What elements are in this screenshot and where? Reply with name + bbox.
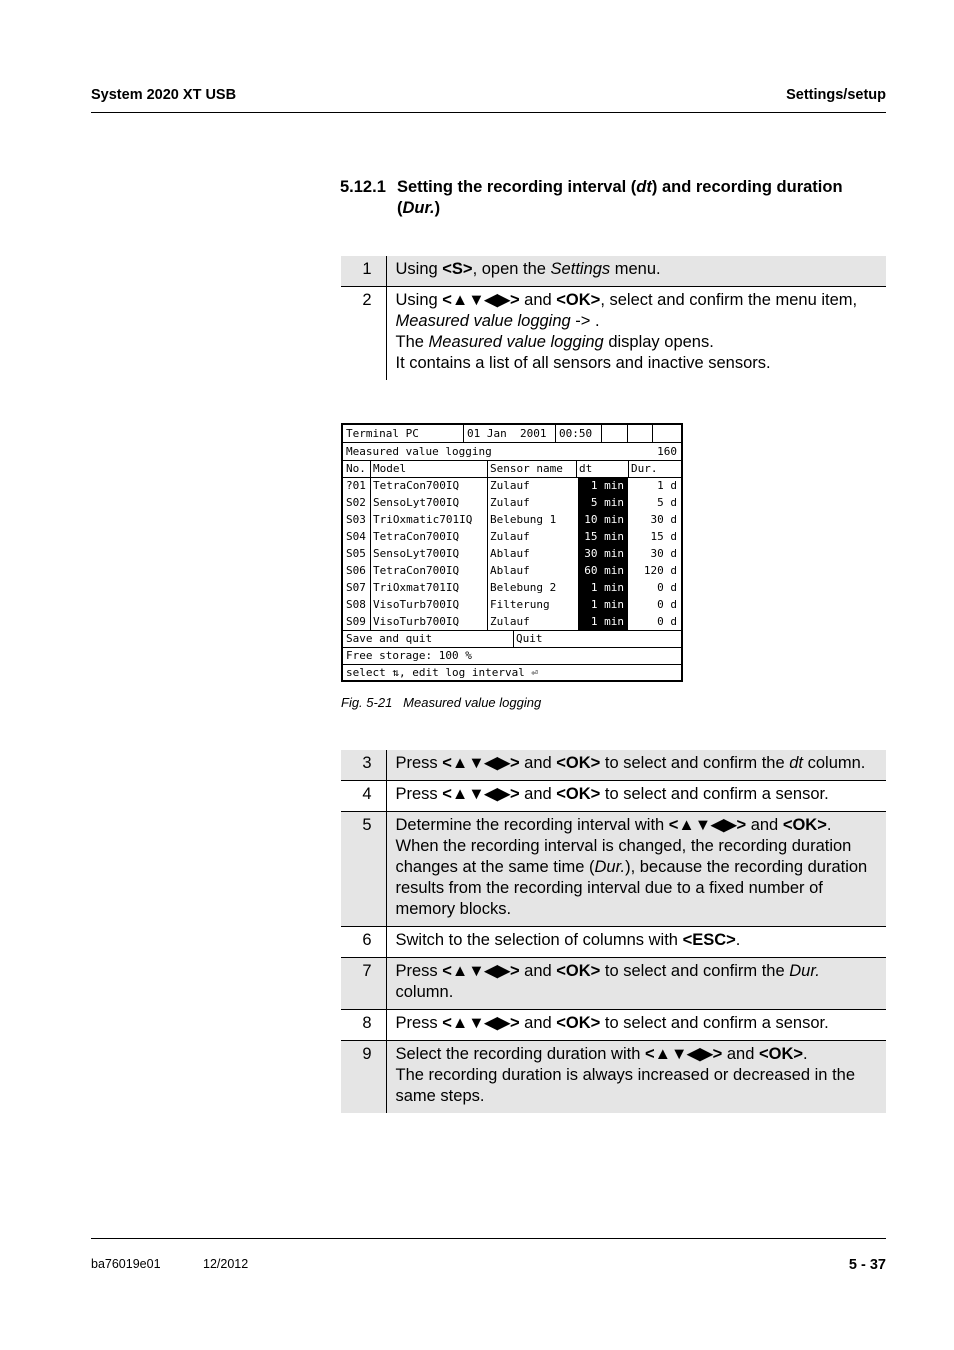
sensor-row[interactable]	[343, 494, 681, 511]
lcd-title-row	[343, 425, 681, 442]
sensor-dt[interactable]: 1 min	[578, 477, 628, 494]
lcd-title: Terminal PC	[346, 427, 419, 440]
sensor-model: TriOxmatic701IQ	[373, 513, 473, 526]
quit-button[interactable]: Quit	[516, 632, 543, 645]
sensor-no: S02	[346, 496, 366, 509]
step-number: 7	[341, 958, 386, 1010]
sensor-row[interactable]	[343, 477, 681, 494]
sensor-name: Filterung	[490, 598, 550, 611]
step-row	[341, 256, 886, 287]
sensor-dt[interactable]: 30 min	[578, 545, 628, 562]
sensor-model: TriOxmat701IQ	[373, 581, 460, 594]
col-model: Model	[373, 462, 407, 475]
sensor-name: Zulauf	[490, 496, 530, 509]
sensor-row[interactable]	[343, 596, 681, 613]
sensor-no: S08	[346, 598, 366, 611]
step-number: 1	[341, 256, 386, 287]
step-number: 5	[341, 812, 386, 927]
lcd-hint: select ⇅, edit log interval ⏎	[346, 666, 539, 679]
save-and-quit-button[interactable]: Save and quit	[346, 632, 433, 645]
sensor-name: Belebung 2	[490, 581, 557, 594]
step-row	[341, 927, 886, 958]
sensor-row[interactable]	[343, 579, 681, 596]
step-number: 6	[341, 927, 386, 958]
sensor-model: VisoTurb700IQ	[373, 598, 460, 611]
step-row	[341, 1010, 886, 1041]
lcd-screen	[341, 423, 683, 682]
step-row	[341, 1041, 886, 1114]
sensor-no: S06	[346, 564, 366, 577]
step-text: Press <▲▼◀▶> and <OK> to select and confirm the Dur. column.	[386, 958, 886, 1010]
header-section: Settings/setup	[786, 87, 886, 103]
lcd-hint-row	[343, 664, 681, 681]
sensor-dur[interactable]: 30 d	[650, 547, 677, 560]
lcd-subtitle-value: 160	[657, 445, 677, 458]
sensor-model: SensoLyt700IQ	[373, 496, 460, 509]
sensor-dur[interactable]: 0 d	[657, 581, 677, 594]
sensor-dur[interactable]: 0 d	[657, 598, 677, 611]
lock-icon	[605, 425, 625, 442]
step-number: 9	[341, 1041, 386, 1114]
step-text: Press <▲▼◀▶> and <OK> to select and confirm a sensor.	[386, 781, 886, 812]
sensor-no: S04	[346, 530, 366, 543]
lcd-subtitle: Measured value logging	[346, 445, 492, 458]
sensor-name: Zulauf	[490, 615, 530, 628]
col-no: No.	[346, 462, 366, 475]
sensor-name: Ablauf	[490, 547, 530, 560]
step-text: Press <▲▼◀▶> and <OK> to select and confirm the dt column.	[386, 750, 886, 781]
lcd-storage-row	[343, 647, 681, 664]
footer-doc-id: ba76019e01	[91, 1257, 161, 1271]
sensor-dur[interactable]: 0 d	[657, 615, 677, 628]
sensor-model: TetraCon700IQ	[373, 564, 460, 577]
sensor-model: TetraCon700IQ	[373, 479, 460, 492]
lcd-subtitle-row	[343, 443, 681, 460]
step-text: Select the recording duration with <▲▼◀▶> and <OK>. The recording duration is always increased or decreased in the same steps.	[386, 1041, 886, 1114]
step-text: Switch to the selection of columns with <ESC>.	[386, 927, 886, 958]
sensor-row[interactable]	[343, 511, 681, 528]
sensor-no: S05	[346, 547, 366, 560]
sensor-model: SensoLyt700IQ	[373, 547, 460, 560]
header-title: System 2020 XT USB	[91, 87, 237, 103]
sensor-dt[interactable]: 1 min	[578, 613, 628, 630]
sensor-row[interactable]	[343, 545, 681, 562]
sensor-name: Ablauf	[490, 564, 530, 577]
sensor-model: VisoTurb700IQ	[373, 615, 460, 628]
sensor-dt[interactable]: 10 min	[578, 511, 628, 528]
sensor-model: TetraCon700IQ	[373, 530, 460, 543]
col-sensor-name: Sensor name	[490, 462, 563, 475]
sensor-dur[interactable]: 30 d	[650, 513, 677, 526]
sensor-no: S07	[346, 581, 366, 594]
lcd-storage: Free storage: 100 %	[346, 649, 472, 662]
step-text: Determine the recording interval with <▲▼◀▶> and <OK>. When the recording interval is changed, the recording duration changes at the same time (Dur.), because the recording duration results from the recording interval due to a fixed number of memory blocks.	[386, 812, 886, 927]
sensor-dt[interactable]: 15 min	[578, 528, 628, 545]
step-text: Using <▲▼◀▶> and <OK>, select and confirm the menu item, Measured value logging -> . The Measured value logging display opens. It contains a list of all sensors and inactive sensors.	[386, 287, 886, 381]
step-row	[341, 781, 886, 812]
warning-icon	[631, 425, 653, 442]
lcd-time: 00:50	[559, 427, 593, 440]
col-dur: Dur.	[631, 462, 658, 475]
col-dt: dt	[579, 462, 593, 475]
step-row	[341, 750, 886, 781]
sensor-name: Belebung 1	[490, 513, 557, 526]
sensor-row[interactable]	[343, 613, 681, 630]
section-number: 5.12.1	[340, 178, 386, 196]
sensor-dur[interactable]: 120 d	[643, 564, 677, 577]
lcd-date: 01 Jan 2001	[467, 427, 547, 440]
sensor-dt[interactable]: 60 min	[578, 562, 628, 579]
sensor-name: Zulauf	[490, 479, 530, 492]
sensor-row[interactable]	[343, 528, 681, 545]
section-title: Setting the recording interval (dt) and recording duration (Dur.)	[397, 178, 843, 217]
figure-caption: Fig. 5-21 Measured value logging	[341, 695, 542, 710]
step-number: 2	[341, 287, 386, 381]
lcd-actions-row	[343, 630, 681, 647]
sensor-no: S09	[346, 615, 366, 628]
step-text: Press <▲▼◀▶> and <OK> to select and confirm a sensor.	[386, 1010, 886, 1041]
footer-rule	[91, 1238, 886, 1239]
step-row	[341, 958, 886, 1010]
sensor-dt[interactable]: 1 min	[578, 579, 628, 596]
page-number: 5 - 37	[848, 1257, 886, 1273]
step-number: 8	[341, 1010, 386, 1041]
sensor-dt[interactable]: 1 min	[578, 596, 628, 613]
step-number: 4	[341, 781, 386, 812]
lcd-column-headers	[343, 460, 681, 477]
sensor-dur[interactable]: 5 d	[657, 496, 677, 509]
steps-table-b	[341, 750, 886, 1113]
header-rule	[91, 112, 886, 113]
footer-date: 12/2012	[203, 1257, 249, 1271]
sensor-dur[interactable]: 15 d	[650, 530, 677, 543]
info-icon	[656, 425, 678, 442]
steps-table-a	[341, 256, 886, 380]
sensor-name: Zulauf	[490, 530, 530, 543]
sensor-row[interactable]	[343, 562, 681, 579]
step-row	[341, 812, 886, 927]
sensor-no: ?01	[346, 479, 366, 492]
sensor-dt[interactable]: 5 min	[578, 494, 628, 511]
sensor-dur[interactable]: 1 d	[657, 479, 677, 492]
step-text: Using <S>, open the Settings menu.	[386, 256, 886, 287]
sensor-no: S03	[346, 513, 366, 526]
step-row	[341, 287, 886, 381]
step-number: 3	[341, 750, 386, 781]
